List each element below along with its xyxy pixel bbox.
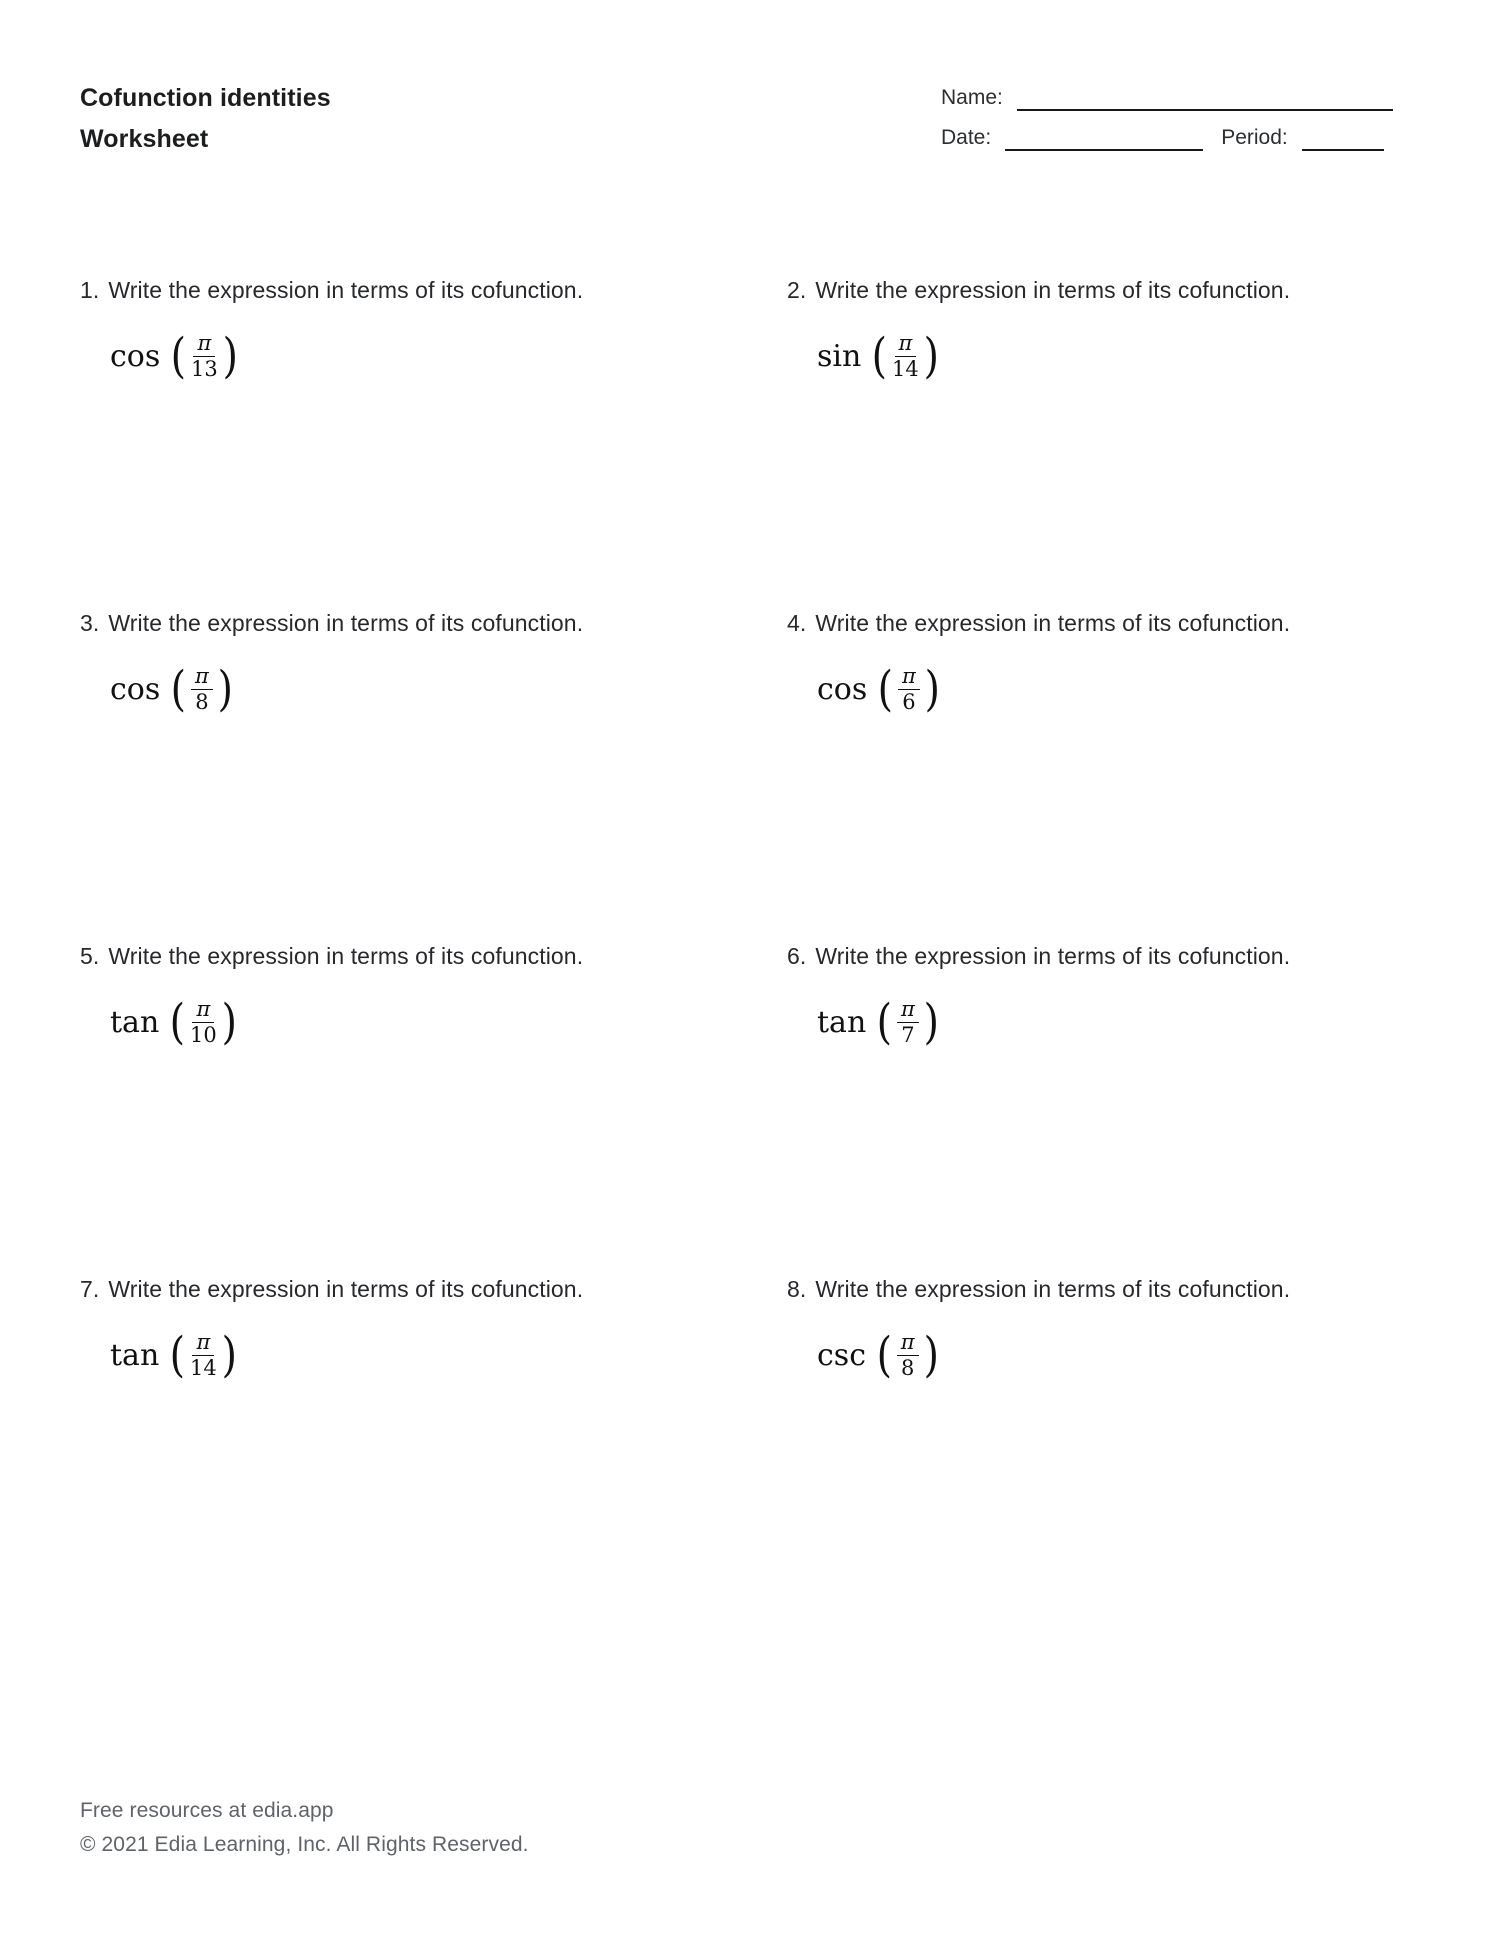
problem-4 [787, 609, 1393, 942]
problem-2 [787, 276, 1393, 609]
problem-7-prompt: Write the expression in terms of its cofunction. [108, 1276, 584, 1302]
problem-6-expression: tan ( $\frac{\pi}{7}$ ) [817, 994, 939, 1050]
date-label: Date: [941, 126, 992, 149]
problem-6 [787, 942, 1393, 1275]
problem-5-prompt: Write the expression in terms of its cofunction. [108, 943, 584, 969]
fraction-numerator: π [192, 1332, 214, 1356]
fraction-numerator: π [897, 1332, 919, 1356]
problem-8-prompt: Write the expression in terms of its cofunction. [815, 1276, 1291, 1302]
fraction-numerator: π [192, 999, 214, 1023]
problem-3-number: 3. [80, 610, 100, 636]
problem-6-question [787, 942, 1393, 971]
problem-3-expression: cos ( $\frac{\pi}{8}$ ) [110, 661, 233, 717]
period-label: Period: [1221, 126, 1288, 149]
student-info-fields [941, 78, 1393, 166]
trig-function: tan [110, 1338, 160, 1373]
problem-7-number: 7. [80, 1276, 100, 1302]
fraction-numerator: π [193, 333, 215, 357]
date-blank-line[interactable] [1005, 127, 1203, 151]
problem-8-expression: csc ( $\frac{\pi}{8}$ ) [817, 1327, 939, 1383]
name-field-row [941, 86, 1393, 111]
date-period-field-row [941, 126, 1393, 151]
trig-function: sin [817, 339, 862, 374]
fraction [897, 1329, 919, 1380]
fraction-denominator: 7 [901, 1022, 915, 1047]
fraction-denominator: 10 [190, 1022, 217, 1047]
problem-4-question [787, 609, 1393, 638]
problem-4-number: 4. [787, 610, 807, 636]
trig-function: cos [110, 672, 161, 707]
problem-1-question [80, 276, 787, 305]
problem-8-number: 8. [787, 1276, 807, 1302]
fraction [190, 1329, 217, 1380]
problem-5-number: 5. [80, 943, 100, 969]
problem-1-expression: cos ( $\frac{\pi}{13}$ ) [110, 328, 238, 384]
problem-7 [80, 1275, 787, 1608]
problem-2-question [787, 276, 1393, 305]
problem-3-prompt: Write the expression in terms of its cofunction. [108, 610, 584, 636]
fraction [191, 330, 218, 381]
problem-4-prompt: Write the expression in terms of its cofunction. [815, 610, 1291, 636]
fraction-numerator: π [191, 666, 213, 690]
fraction [897, 996, 919, 1047]
title-line-2: Worksheet [80, 125, 209, 153]
problem-1 [80, 276, 787, 609]
fraction [898, 663, 920, 714]
name-label: Name: [941, 86, 1003, 109]
worksheet-header [80, 78, 1393, 166]
fraction-denominator: 6 [902, 689, 916, 714]
page-footer [80, 1794, 529, 1862]
fraction-denominator: 14 [892, 356, 919, 381]
problem-8 [787, 1275, 1393, 1608]
fraction [892, 330, 919, 381]
problem-5-expression: tan ( $\frac{\pi}{10}$ ) [110, 994, 237, 1050]
fraction-numerator: π [898, 666, 920, 690]
problem-4-expression: cos ( $\frac{\pi}{6}$ ) [817, 661, 940, 717]
name-blank-line[interactable] [1017, 87, 1393, 111]
problem-7-expression: tan ( $\frac{\pi}{14}$ ) [110, 1327, 237, 1383]
fraction [190, 996, 217, 1047]
fraction-numerator: π [895, 333, 917, 357]
problem-2-number: 2. [787, 277, 807, 303]
footer-copyright-line: © 2021 Edia Learning, Inc. All Rights Reserved. [80, 1833, 529, 1856]
fraction [191, 663, 213, 714]
problem-5-question [80, 942, 787, 971]
problem-6-prompt: Write the expression in terms of its cofunction. [815, 943, 1291, 969]
problem-2-prompt: Write the expression in terms of its cofunction. [815, 277, 1291, 303]
worksheet-title [80, 78, 331, 160]
problem-3-question [80, 609, 787, 638]
trig-function: tan [110, 1005, 160, 1040]
problem-5 [80, 942, 787, 1275]
problems-grid [80, 276, 1393, 1608]
trig-function: cos [110, 339, 161, 374]
problem-6-number: 6. [787, 943, 807, 969]
problem-2-expression: sin ( $\frac{\pi}{14}$ ) [817, 328, 939, 384]
footer-resources-line: Free resources at edia.app [80, 1799, 334, 1822]
problem-1-prompt: Write the expression in terms of its cofunction. [108, 277, 584, 303]
trig-function: tan [817, 1005, 867, 1040]
fraction-denominator: 8 [195, 689, 209, 714]
trig-function: csc [817, 1338, 866, 1373]
trig-function: cos [817, 672, 868, 707]
fraction-denominator: 14 [190, 1355, 217, 1380]
title-line-1: Cofunction identities [80, 84, 331, 112]
problem-1-number: 1. [80, 277, 100, 303]
fraction-numerator: π [897, 999, 919, 1023]
problem-8-question [787, 1275, 1393, 1304]
fraction-denominator: 8 [900, 1355, 915, 1380]
problem-7-question [80, 1275, 787, 1304]
fraction-denominator: 13 [191, 356, 218, 381]
problem-3 [80, 609, 787, 942]
period-blank-line[interactable] [1302, 127, 1384, 151]
